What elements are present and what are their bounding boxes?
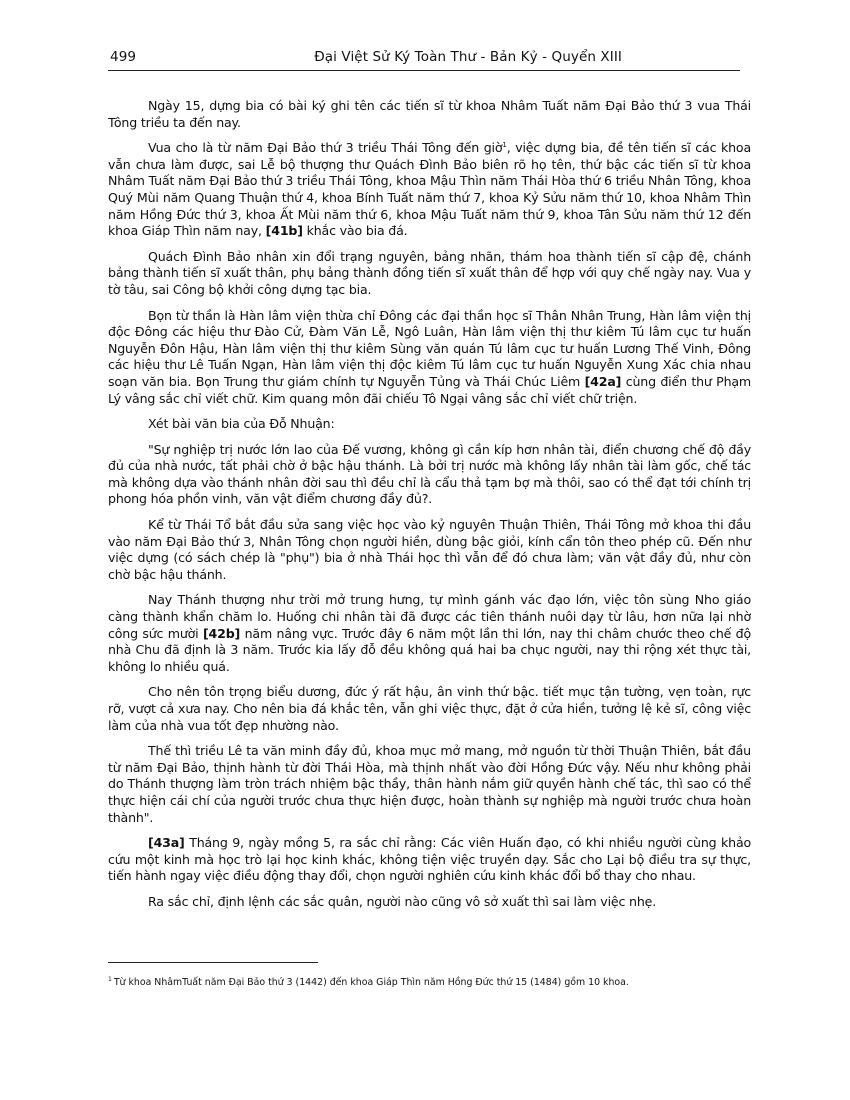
page-marker: [43a]: [148, 835, 185, 851]
page-marker: [41b]: [265, 223, 303, 239]
running-title: Đại Việt Sử Ký Toàn Thư - Bản Kỷ - Quyển XIII: [314, 49, 622, 65]
paragraph: Quách Đình Bảo nhân xin đổi trạng nguyên, bảng nhãn, thám hoa thành tiến sĩ cập đệ, chánh bảng thành tiến sĩ xuất thân, phụ bảng thành đồng tiến sĩ xuất thân để hợp với quy chế ngày nay. Vua y tờ tâu, sai Công bộ khởi công dựng tạc bia.: [108, 248, 751, 297]
page-header: [108, 48, 740, 71]
paragraph: Vua cho là từ năm Đại Bảo thứ 3 triều Thái Tông đến giờ$^1$, việc dựng bia, đề tên tiến sĩ các khoa vẫn chưa làm được, sai Lễ bộ thượng thư Quách Đình Bảo biên rõ họ tên, thứ bậc các tiến sĩ từ khoa Nhâm Tuất năm Đại Bảo thứ 3 triều Thái Tông, khoa Mậu Thìn năm Thái Hòa thứ 6 triều Nhân Tông, khoa Quý Mùi năm Quang Thuận thứ 4, khoa Bính Tuất năm thứ 7, khoa Kỷ Sửu năm thứ 10, khoa Nhâm Thìn năm Hồng Đức thứ 3, khoa Ất Mùi năm thứ 6, khoa Mậu Tuất năm thứ 9, khoa Tân Sửu năm thứ 12 đến khoa Giáp Thìn năm nay, [41b] khắc vào bia đá.: [108, 140, 751, 239]
page-marker: [42b]: [202, 625, 241, 641]
page-number: 499: [110, 49, 137, 65]
page-marker: [42a]: [584, 373, 622, 389]
paragraph: Bọn từ thần là Hàn lâm viện thừa chỉ Đông các đại thần học sĩ Thân Nhân Trung, Hàn lâm viện thị độc Đông các hiệu thư Đào Cử, Đàm Văn Lễ, Ngô Luân, Hàn lâm viện thị thư kiêm Tú lâm cục tư huấn Nguyễn Đôn Hậu, Hàn lâm viện thị thư kiêm Sùng văn quán Tú lâm cục tư huấn Lương Thế Vinh, Đông các hiệu thư Lê Tuấn Ngạn, Hàn lâm viện thị độc kiêm Tú lâm cục tư huấn Nguyễn Xung Xác chia nhau soạn văn bia. Bọn Trung thư giám chính tự Nguyễn Tủng và Thái Chúc Liêm [42a] cùng điển thư Phạm Lý vâng sắc chỉ viết chữ. Kim quang môn đãi chiếu Tô Ngại vâng sắc chỉ viết chữ triện.: [108, 307, 752, 406]
paragraph: Xét bài văn bia của Đỗ Nhuận:: [148, 416, 335, 432]
paragraph: Nay Thánh thượng như trời mở trung hưng, tự mình gánh vác đạo lớn, việc tôn sùng Nho giáo càng thành khẩn chăm lo. Huống chi nhân tài đã được các tiên thánh nuôi dạy từ lâu, hơn nữa lại nhờ công sức mười [42b] năm nâng vực. Trước đây 6 năm một lần thi lớn, nay thi châm chước theo chế độ nhà Chu đã định là 3 năm. Trước kia lấy đỗ đều không quá hai ba chục người, nay thi rộng xét thực tài, không lo nhiều quá.: [108, 592, 752, 674]
paragraph: [43a] Tháng 9, ngày mồng 5, ra sắc chỉ rằng: Các viên Huấn đạo, có khi nhiều người cùng khảo cứu một kinh mà học trò lại học kinh khác, không tiện việc truyền dạy. Sắc cho Lại bộ điều tra sự thực, tiến hành ngay việc điều động thay đổi, chọn người nghiên cứu kinh khác đổi bổ thay cho nhau.: [108, 835, 752, 884]
footnote: [108, 977, 748, 989]
footnote-reference[interactable]: 1: [502, 141, 507, 149]
paragraph: Cho nên tôn trọng biểu dương, đức ý rất hậu, ân vinh thứ bậc. tiết mục tận tường, vẹn toàn, rực rỡ, vượt cả xưa nay. Cho nên bia đá khắc tên, vẫn ghi việc thực, đặt ở cửa hiền, tưởng lệ kẻ sĩ, công việc làm của nhà vua tốt đẹp nhường nào.: [108, 684, 751, 733]
paragraph: Thế thì triều Lê ta văn minh đầy đủ, khoa mục mở mang, mở nguồn từ thời Thuận Thiên, bắt đầu từ năm Đại Bảo, thịnh hành từ đời Thái Hòa, mà thịnh nhất vào đời Hồng Đức vậy. Nếu như không phải do Thánh thượng làm tròn trách nhiệm bậc thầy, thân hành nắm giữ quyền hành chế tác, thì sao có thể thực hiện cái chí của người trước chưa thực hiện được, hoàn thành sự nghiệp mà người trước chưa hoàn thành".: [108, 743, 751, 825]
footnote-mark: 1: [108, 975, 112, 983]
paragraph: "Sự nghiệp trị nước lớn lao của Đế vương, không gì cần kíp hơn nhân tài, điển chương chế độ đầy đủ của nhà nước, tất phải chờ ở bậc hậu thánh. Là bởi trị nước mà không lấy nhân tài làm gốc, chế tác mà không dựa vào thánh nhân đời sau thì đều chỉ là cẩu thả tạm bợ mà thôi, sao có thể đạt tới chính trị phong hóa phồn vinh, văn vật điểm chương đầy đủ?.: [108, 441, 751, 507]
body-text: [108, 98, 751, 920]
footnote-text: Từ khoa NhâmTuất năm Đại Bảo thứ 3 (1442) đến khoa Giáp Thìn năm Hồng Đức thứ 15 (1484) gồm 10 khoa.: [113, 977, 629, 988]
paragraph: Kể từ Thái Tổ bắt đầu sửa sang việc học vào kỷ nguyên Thuận Thiên, Thái Tông mở khoa thi đầu vào năm Đại Bảo thứ 3, Nhân Tông chọn người hiền, dùng bậc giỏi, kính cẩn tôn theo phép cũ. Đến như việc dựng (có sách chép là "phụ") bia ở nhà Thái học thì vẫn để đó chưa làm; văn vật đầy đủ, như còn chờ bậc hậu thánh.: [108, 517, 751, 582]
paragraph: Ngày 15, dựng bia có bài ký ghi tên các tiến sĩ từ khoa Nhâm Tuất năm Đại Bảo thứ 3 vua Thái Tông triều ta đến nay.: [108, 98, 751, 130]
footnote-divider: [108, 962, 318, 963]
paragraph: Ra sắc chỉ, định lệnh các sắc quân, người nào cũng vô sở xuất thì sai làm việc nhẹ.: [148, 893, 657, 909]
